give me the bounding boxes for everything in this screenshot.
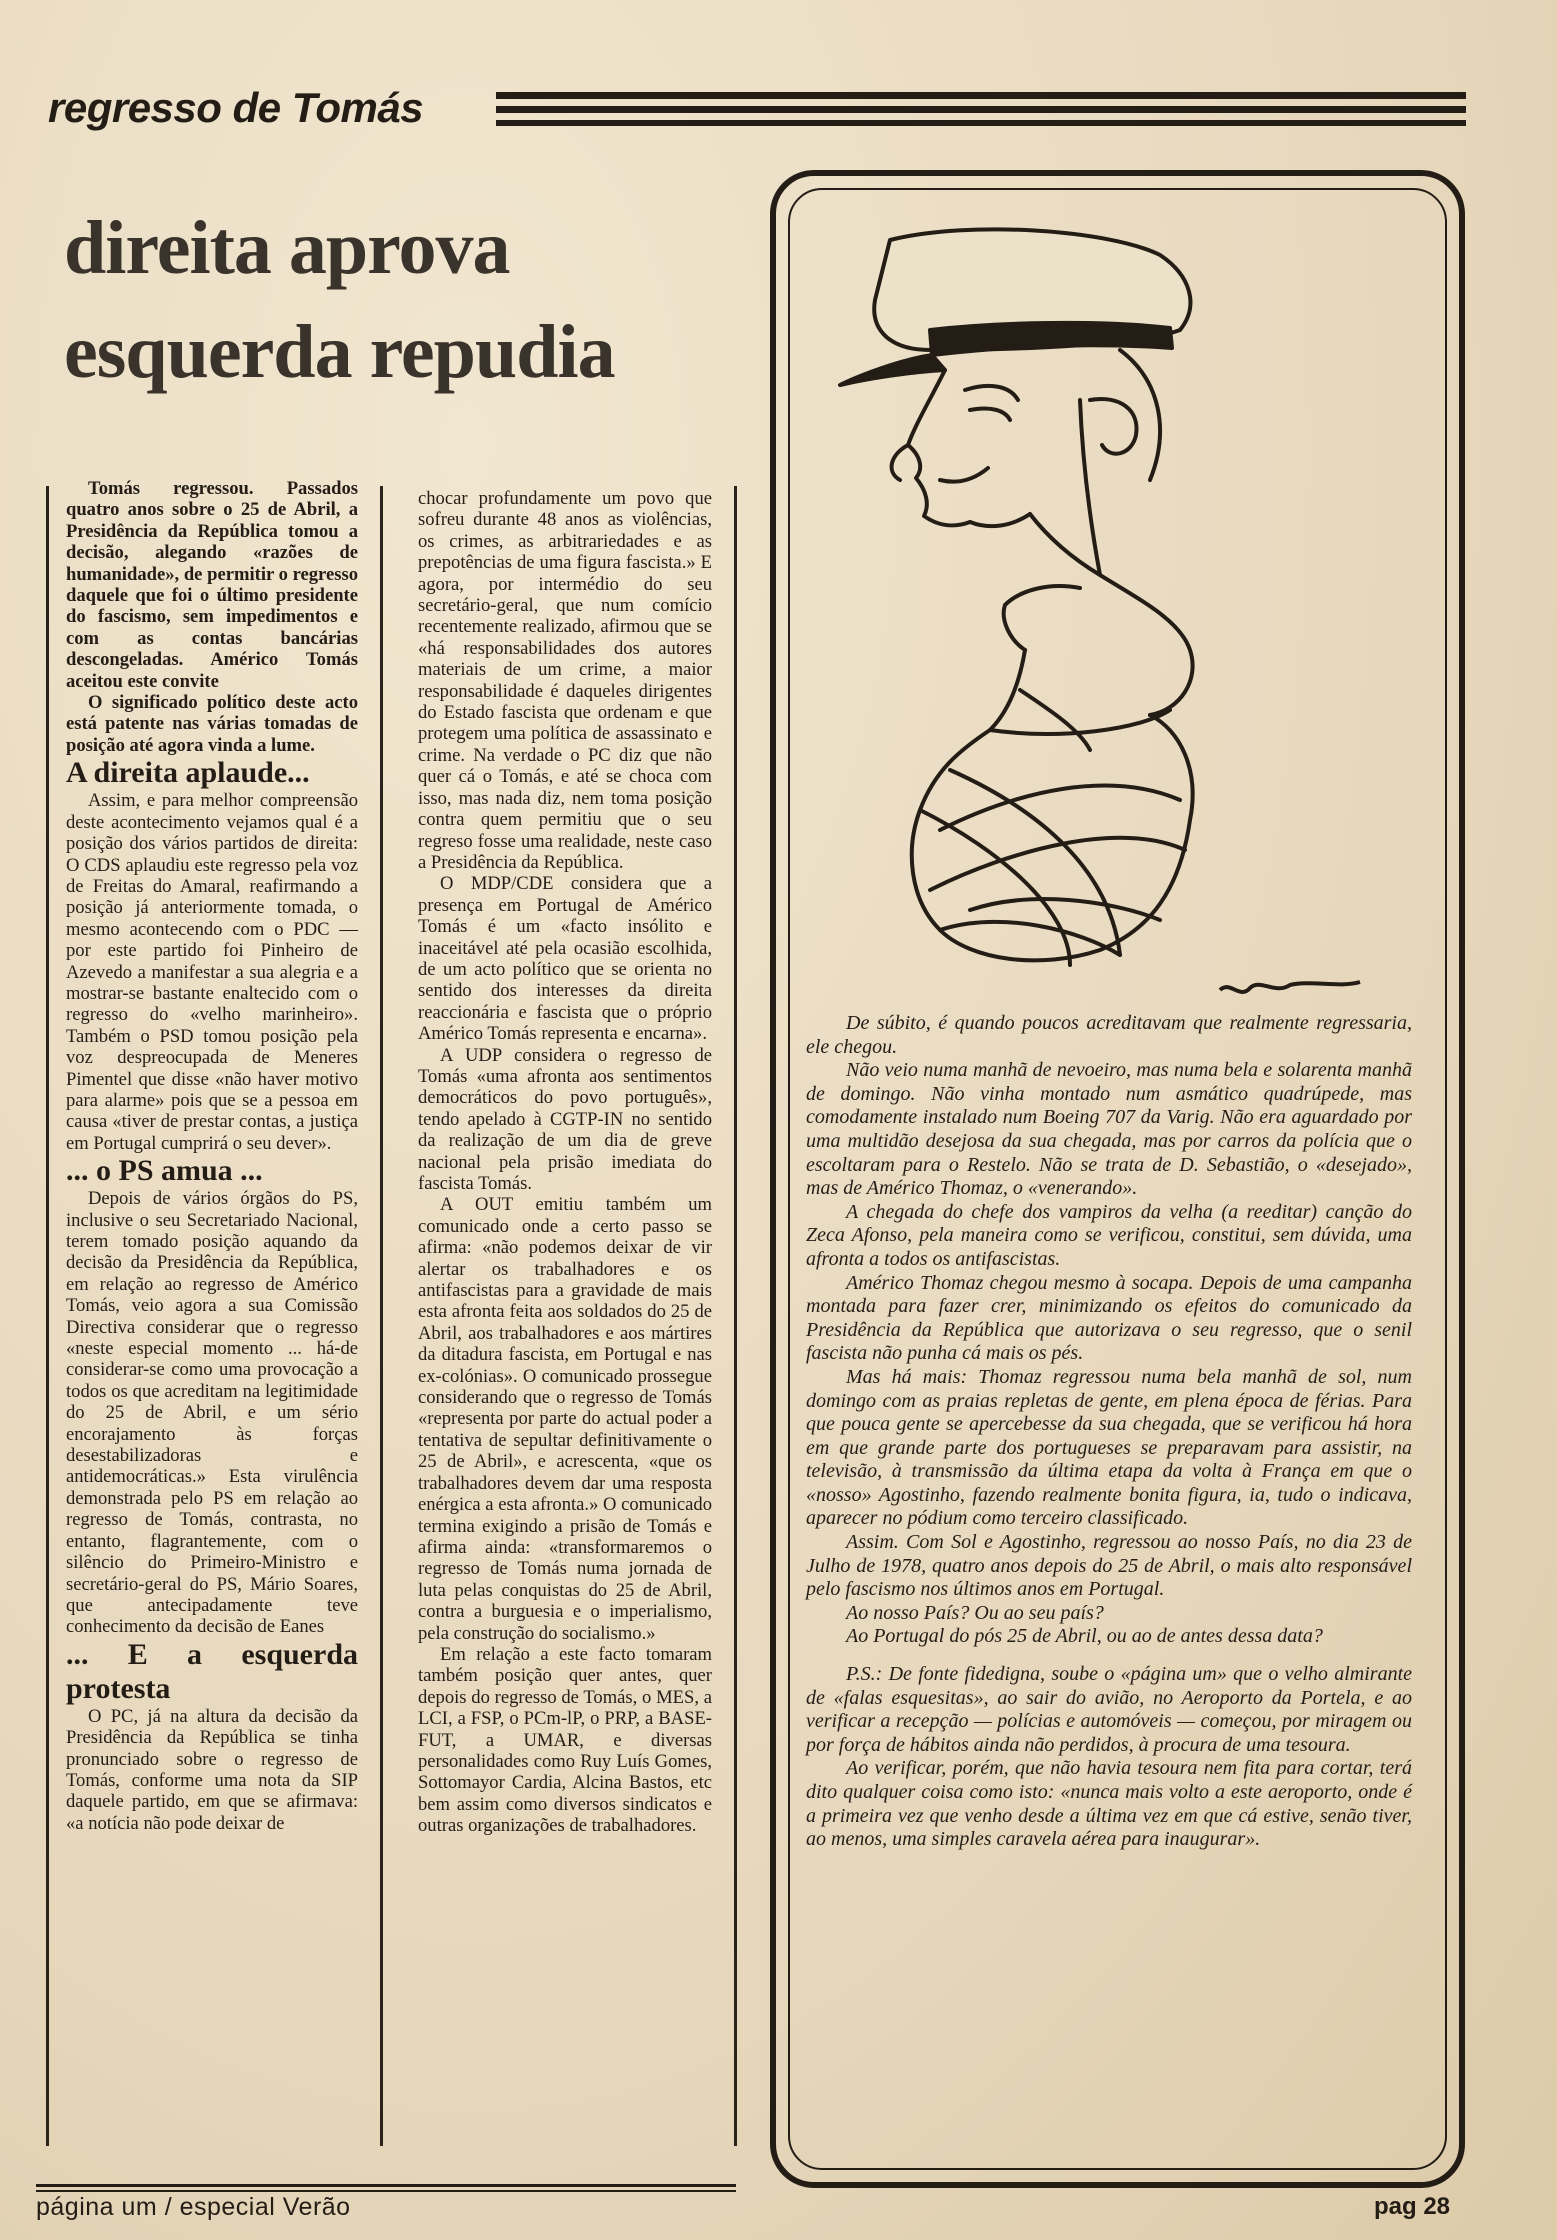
paragraph: Ao verificar, porém, que não havia tesoura nem fita para cortar, terá dito qualquer coisa como isto: «nunca mais volto a este aeroporto, onde é a primeira vez que venho desde a última vez em que cá estive, senão tiver, ao menos, uma simples caravela aérea para inaugurar». <box>806 1757 1412 1851</box>
footer-rule <box>36 2184 736 2187</box>
page-number: pag 28 <box>1374 2193 1451 2220</box>
paragraph: Depois de vários órgãos do PS, inclusive o seu Secretariado Nacional, terem tomado posição aquando da decisão da Presidência da República, em relação ao regresso de Américo Tomás, veio agora a sua Comissão Directiva considerar que o regresso «neste especial momento ... há-de considerar-se como uma provocação a todos os que acreditam na legitimidade do 25 de Abril, e um sério encorajamento às forças desestabilizadoras e antidemocráticas.» Esta virulência demonstrada pelo PS em relação ao regresso de Tomás, contrasta, no entanto, flagrantemente, com o silêncio do Primeiro-Ministro e secretário-geral do PS, Mário Soares, que antecipadamente teve conhecimento da decisão de Eanes <box>66 1188 358 1638</box>
headline-line-2: esquerda repudia <box>64 310 615 394</box>
article-column-2 <box>418 488 712 1837</box>
column-divider <box>734 486 737 2146</box>
postscript: P.S.: De fonte fidedigna, soube o «página um» que o velho almirante de «falas esquesitas», ao sair do avião, no Aeroporto da Portela, e ao verificar a recepção — polícias e automóveis — começou, por miragem ou por força de hábitos ainda não perdidos, à procura de uma tesoura. <box>806 1663 1412 1756</box>
column-divider <box>380 486 383 2146</box>
lead-paragraph: Tomás regressou. Passados quatro anos sobre o 25 de Abril, a Presidência da República tomou a decisão, alegando «razões de humanidade», de permitir o regresso daquele que foi o último presidente do fascismo, sem impedimentos e com as contas bancárias descongeladas. Américo Tomás aceitou este convite <box>66 478 358 692</box>
paragraph: Em relação a este facto tomaram também posição quer antes, quer depois do regresso de Tomás, o MES, a LCI, a FSP, o PCm-lP, o PRP, a BASE-FUT, a UMAR, e diversas personalidades como Ruy Luís Gomes, Sottomayor Cardia, Alcina Bastos, etc bem assim como diversos sindicatos e outras organizações de trabalhadores. <box>418 1643 712 1837</box>
article-column-1 <box>66 478 358 1834</box>
column-divider <box>46 486 49 2146</box>
headline-line-1: direita aprova <box>64 206 510 290</box>
section-rule <box>496 92 1466 99</box>
paragraph: A UDP considera o regresso de Tomás «uma afronta aos sentimentos democráticos do povo português», tendo apelado à CGTP-IN no sentido da realização de um dia de greve nacional pela prisão imediata do fascista Tomás. <box>418 1044 712 1194</box>
footer-rule <box>36 2190 736 2192</box>
section-title: regresso de Tomás <box>48 84 424 131</box>
paragraph: Assim, e para melhor compreensão deste acontecimento vejamos qual é a posição dos vários partidos de direita: O CDS aplaudiu este regresso pela voz de Freitas do Amaral, reafirmando a posição já anteriormente tomada, o mesmo acontecendo com o PDC — por este partido foi Pinheiro de Azevedo a manifestar a sua alegria e a mostrar-se bastante enaltecido com o regresso do «velho marinheiro». Também o PSD tomou posição pela voz despreocupada de Meneres Pimentel que disse «não haver motivo para alarme» pois que se a pessoa em causa «tiver de prestar contas, a justiça em Portugal cumprirá o seu dever». <box>66 790 358 1154</box>
caricature-drawing <box>820 210 1380 1010</box>
sidebar-text <box>806 1012 1412 1852</box>
paragraph: Ao nosso País? Ou ao seu país? <box>846 1601 1104 1624</box>
subheading: A direita aplaude... <box>66 756 310 790</box>
paragraph: chocar profundamente um povo que sofreu durante 48 anos as violências, os crimes, as arbitrariedades e as prepotências de uma figura fascista.» E agora, por intermédio do seu secretário-geral, que num comício recentemente realizado, afirmou que se «há responsabilidades dos autores materiais de um crime, a maior responsabilidade é daqueles dirigentes do Estado fascista que ordenam e que protegem uma política de assassinato e crime. Na verdade o PC diz que não quer cá o Tomás, e até se choca com isso, mas nada diz, nem toma posição contra quem permitiu que o seu regreso fosse uma realidade, neste caso a Presidência da República. <box>418 488 712 873</box>
section-rule <box>496 120 1466 126</box>
paragraph: Não veio numa manhã de nevoeiro, mas numa bela e solarenta manhã de domingo. Não vinha montado num asmático quadrúpede, mas comodamente instalado num Boeing 707 da Varig. Não era aguardado por uma multidão desejosa da sua chegada, mas por carros da polícia que o escoltaram para o Restelo. Não se trata de D. Sebastião, o «desejado», mas de Américo Thomaz, o «venerando». <box>806 1059 1412 1200</box>
subheading: ... o PS amua ... <box>66 1154 263 1188</box>
section-rule <box>496 106 1466 113</box>
paragraph: Américo Thomaz chegou mesmo à socapa. Depois de uma campanha montada para fazer crer, minimizando os efeitos do comunicado da Presidência da República que autorizava o seu regresso, que o senil fascista não punha cá mais os pés. <box>806 1271 1412 1365</box>
paragraph: Assim. Com Sol e Agostinho, regressou ao nosso País, no dia 23 de Julho de 1978, quatro anos depois do 25 de Abril, o mais alto responsável pelo fascismo nos últimos anos em Portugal. <box>806 1531 1412 1601</box>
lead-paragraph: O significado político deste acto está patente nas várias tomadas de posição até agora vinda a lume. <box>66 692 358 756</box>
paragraph: De súbito, é quando poucos acreditavam que realmente regressaria, ele chegou. <box>806 1012 1412 1058</box>
subheading: ... E a esquerda protesta <box>66 1637 358 1705</box>
paragraph: Mas há mais: Thomaz regressou numa bela manhã de sol, num domingo com as praias repletas de gente, em plena época de férias. Para que pouca gente se apercebesse da sua chegada, que se verificou há hora em que grande parte dos portugueses se preparavam para assistir, na televisão, à transmissão da última etapa da volta à França em que o «nosso» Agostinho, fazendo realmente bonita figura, ia, tudo o indicava, aparecer no pódium como terceiro classificado. <box>806 1365 1412 1530</box>
paragraph: O PC, já na altura da decisão da Presidência da República se tinha pronunciado sobre o regresso de Tomás, conforme uma nota da SIP daquele partido, em que se afirmava: «a notícia não pode deixar de <box>66 1705 358 1834</box>
cartoon-signature <box>1220 982 1360 992</box>
section-header <box>48 84 1468 136</box>
paragraph: A chegada do chefe dos vampiros da velha (a reeditar) canção do Zeca Afonso, pela maneira como se verificou, constitui, sem dúvida, uma afronta a todos os antifascistas. <box>806 1200 1412 1270</box>
headline <box>64 196 764 404</box>
paragraph: Ao Portugal do pós 25 de Abril, ou ao de antes dessa data? <box>846 1625 1323 1648</box>
paragraph: O MDP/CDE considera que a presença em Portugal de Américo Tomás é um «facto insólito e inaceitável até pela ocasião escolhida, de um acto político que se orienta no sentido dos interesses da direita reaccionária e fascista que o próprio Américo Tomás representa e encarna». <box>418 873 712 1045</box>
footer-publication: página um / especial Verão <box>36 2193 351 2221</box>
paragraph: A OUT emitiu também um comunicado onde a certo passo se afirma: «não podemos deixar de vir alertar os trabalhadores e os antifascistas para a gravidade de mais esta afronta feita aos soldados do 25 de Abril, aos trabalhadores e aos mártires da ditadura fascista, em Portugal e nas ex-colónias». O comunicado prossegue considerando que o regresso de Tomás «representa por parte do actual poder a tentativa de sepultar definitivamente o 25 de Abril», e acrescenta, «que os trabalhadores devem dar uma resposta enérgica a esta afronta.» O comunicado termina exigindo a prisão de Tomás e afirma ainda: «transformaremos o regresso de Tomás numa jornada de luta pelas conquistas do 25 de Abril, contra a burguesia e o imperialismo, pela construção do socialismo.» <box>418 1194 712 1644</box>
